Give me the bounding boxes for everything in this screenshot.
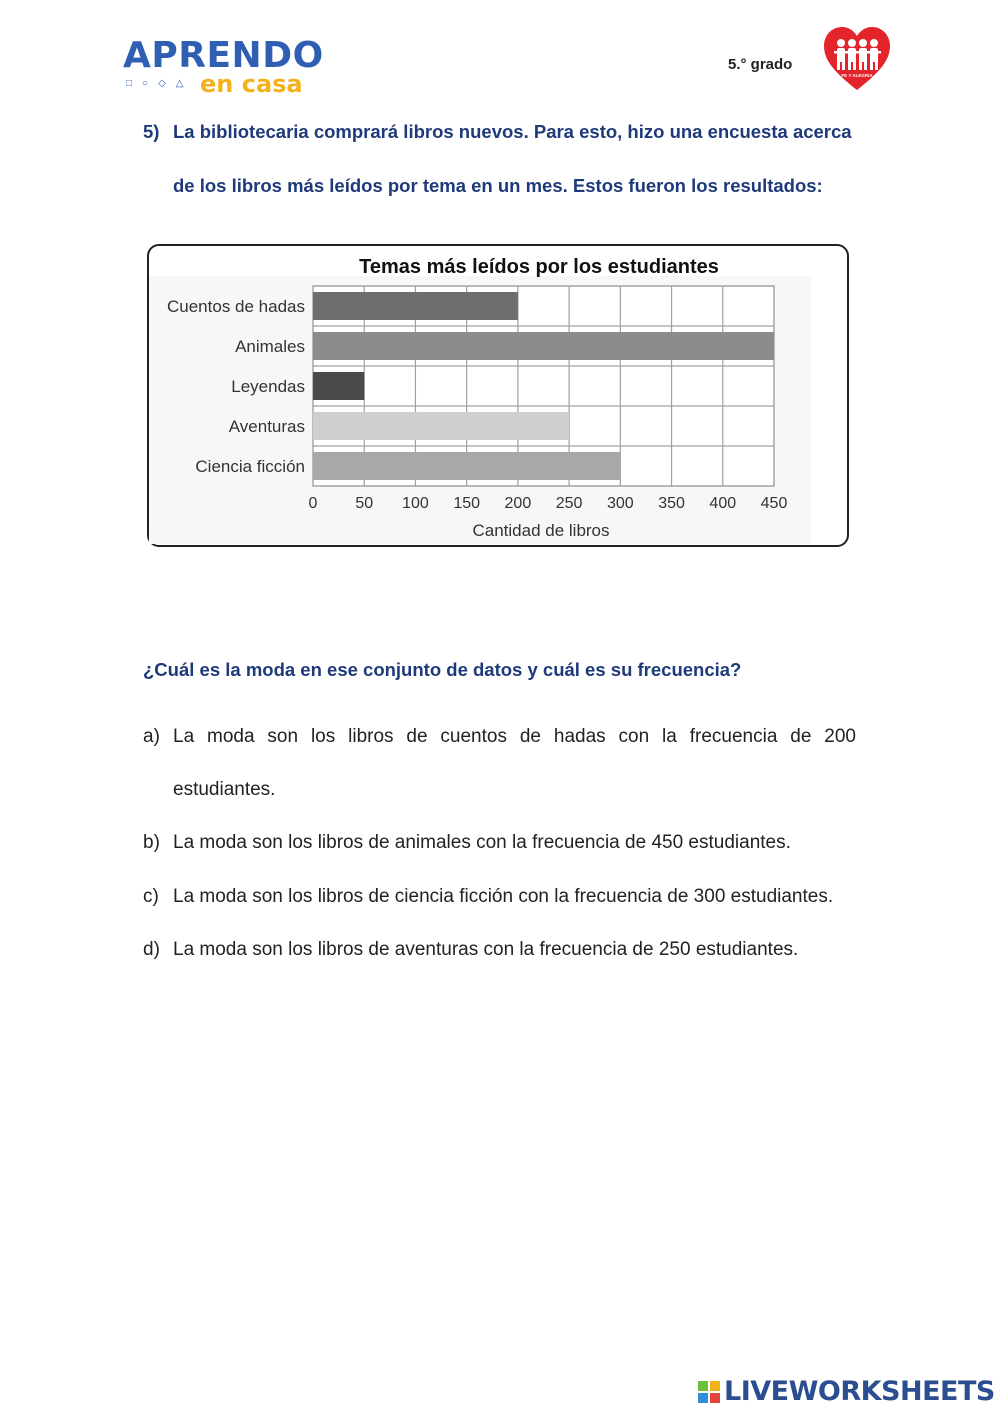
chart-title: Temas más leídos por los estudiantes xyxy=(359,256,719,278)
question-number: 5) xyxy=(143,121,160,142)
question-text-line2: de los libros más leídos por tema en un mes. Estos fueron los resultados: xyxy=(173,175,823,196)
option-a-text-continued[interactable]: estudiantes. xyxy=(173,779,276,800)
option-c-text[interactable]: La moda son los libros de ciencia ficción con la frecuencia de 300 estudiantes. xyxy=(173,886,834,907)
chart-bar-4 xyxy=(313,412,569,440)
question-moda: ¿Cuál es la moda en ese conjunto de datos y cuál es su frecuencia? xyxy=(143,659,742,680)
emblem-text: FE Y ALEGRIA xyxy=(841,73,873,78)
chart-x-tick-label: 400 xyxy=(709,495,737,512)
chart-bar-5 xyxy=(313,452,620,480)
chart-category-label: Leyendas xyxy=(231,377,305,396)
option-a-letter: a) xyxy=(143,726,160,747)
chart-x-tick-label: 0 xyxy=(308,495,318,512)
chart-category-label: Animales xyxy=(235,337,305,356)
chart-category-label: Cuentos de hadas xyxy=(167,297,305,316)
grade-label: 5.° grado xyxy=(728,56,793,73)
option-a-text[interactable]: La moda son los libros de cuentos de hadas con la frecuencia de 200 xyxy=(173,726,856,747)
chart-x-tick-label: 450 xyxy=(760,495,788,512)
option-b-text[interactable]: La moda son los libros de animales con la frecuencia de 450 estudiantes. xyxy=(173,832,791,853)
option-d-letter: d) xyxy=(143,939,160,960)
chart-bar-1 xyxy=(313,292,518,320)
aprendo-logo: APRENDO xyxy=(123,35,324,76)
liveworksheets-logo-icon xyxy=(698,1381,720,1403)
bar-chart xyxy=(149,246,847,545)
chart-category-label: Aventuras xyxy=(228,417,305,436)
liveworksheets-brand: LIVEWORKSHEETS xyxy=(724,1376,995,1407)
logo-shapes-icon: □○◇△ xyxy=(126,78,194,89)
chart-bar-3 xyxy=(313,372,364,400)
chart-x-tick-label: 300 xyxy=(606,495,634,512)
chart-x-axis-label: Cantidad de libros xyxy=(472,521,610,540)
chart-x-tick-label: 200 xyxy=(504,495,532,512)
option-c-letter: c) xyxy=(143,886,159,907)
chart-x-tick-label: 250 xyxy=(555,495,583,512)
fe-y-alegria-heart-icon xyxy=(822,24,892,94)
aprendo-logo-subtitle: en casa xyxy=(200,70,303,98)
chart-category-label: Ciencia ficción xyxy=(195,457,305,476)
chart-bar-2 xyxy=(313,332,774,360)
question-text-line1: La bibliotecaria comprará libros nuevos. Para esto, hizo una encuesta acerca xyxy=(173,121,852,142)
chart-x-tick-label: 150 xyxy=(453,495,481,512)
option-d-text[interactable]: La moda son los libros de aventuras con la frecuencia de 250 estudiantes. xyxy=(173,939,799,960)
chart-x-tick-label: 350 xyxy=(658,495,685,512)
chart-x-tick-label: 100 xyxy=(402,495,429,512)
chart-x-tick-label: 50 xyxy=(355,495,374,512)
option-b-letter: b) xyxy=(143,832,160,853)
